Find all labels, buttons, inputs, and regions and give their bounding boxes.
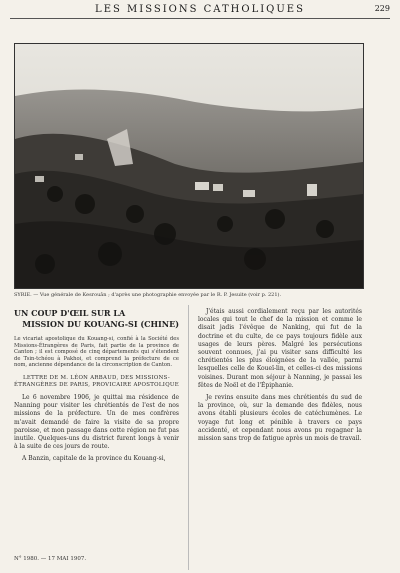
column-divider xyxy=(188,305,189,570)
right-paragraph: Je revins ensuite dans mes chrétientés du sud de la province, où, sur la demande des fidèles, nous avons établi plusieurs écoles de catéchumènes. Le voyage fut long et pénible à travers ce pays accidenté, et cependant nous avons pu regagner la mission sans trop de fatigue après un mois de travail. xyxy=(198,394,362,443)
letter-subhead: LETTRE DE M. LÉON ARBAUD, DES MISSIONS-ÉTRANGÈRES DE PARIS, PROVICAIRE APOSTOLIQUE xyxy=(14,374,179,388)
left-paragraph: Le 6 novembre 1906, je quittai ma résidence de Nanning pour visiter les chrétientés de l'est de nos missions de la préfecture. Un de mes confrères m'avait demandé de faire la visite de sa propre paroisse, et mon passage dans cette région ne fut pas inutile. Quelques-uns du district furent longs à venir à la suite de ces jours de route. xyxy=(14,393,179,451)
page-header xyxy=(10,4,390,19)
left-paragraph: A Banzin, capitale de la province du Kouang-si, xyxy=(22,455,166,463)
right-column xyxy=(198,308,362,447)
left-column xyxy=(14,308,179,468)
right-paragraph: J'étais aussi cordialement reçu par les autorités locales qui tout le chef de la mission et comme le disait jadis l'évêque de Nanking, qui fut de la doctrine et du culte, de ce pays toujours fidèle aux usages de leurs pères. Malgré les persécutions souvent connues, j'ai pu visiter sans difficulté les chrétientés les plus éloignées de la vallée, parmi lesquelles celle de Koueï-lin, et celles-ci des missions voisines. Durant mon séjour à Nanning, je passai les fêtes de Noël et de l'Épiphanie. xyxy=(198,308,362,389)
landscape-photo xyxy=(14,43,364,289)
photo-caption: SYRIE. — Vue générale de Kesrouân ; d'après une photographie envoyée par le R. P. Jesuite (voir p. 221). xyxy=(14,292,282,298)
headline-line-1: UN COUP D'ŒIL SUR LA xyxy=(14,308,126,318)
issue-footer: N° 1980. — 17 MAI 1907. xyxy=(14,556,87,562)
headline-line-2: MISSION DU KOUANG-SI (CHINE) xyxy=(22,319,179,329)
article-lede: Le vicariat apostolique du Kouang-si, confié à la Société des Missions-Étrangères de Paris, fait partie de la province de Canton ; il est composé de cinq départements qui s'étendent de Tsin-tchéou à Pakhoi, et comprend la préfecture de ce nom, ancienne dépendance de la circonscription de Canton. xyxy=(14,336,179,369)
running-title: LES MISSIONS CATHOLIQUES xyxy=(95,4,305,15)
page-number: 229 xyxy=(374,4,390,13)
